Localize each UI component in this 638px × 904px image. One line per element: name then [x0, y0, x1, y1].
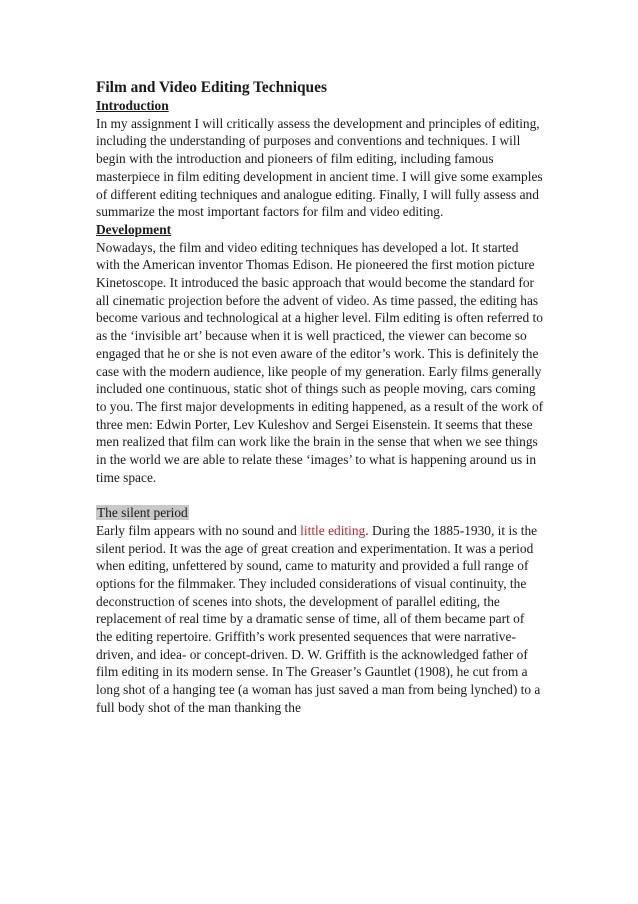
paragraph-silent-period	[96, 522, 544, 717]
document-body	[96, 78, 544, 717]
silent-text-after: . During the 1885-1930, it is the silent period. It was the age of great creation and experimentation. It was a period when editing, unfettered by sound, came to maturity and provided a full range of options for the filmmaker. They included considerations of visual continuity, the deconstruction of scenes into shots, the development of parallel editing, the replacement of real time by a dramatic sense of time, all of them became part of the editing repertoire. Griffith’s work presented sequences that were narrative-driven, and idea- or concept-driven. D. W. Griffith is the acknowledged father of film editing in its modern sense. In The Greaser’s Gauntlet (1908), he cut from a long shot of a hanging tee (a woman has just saved a man from being lynched) to a full body shot of the man thanking the	[96, 522, 541, 715]
paragraph-introduction: In my assignment I will critically assess the development and principles of editing, including the understanding of purposes and conventions and techniques. I will begin with the introduction and pioneers of film editing, including famous masterpiece in film editing development in ancient time. I will give some examples of different editing techniques and analogue editing. Finally, I will fully assess and summarize the most important factors for film and video editing.	[96, 115, 543, 220]
section-heading-introduction: Introduction	[96, 98, 169, 113]
section-heading-development: Development	[96, 221, 172, 237]
section-heading-silent-period	[96, 504, 544, 522]
document-title: Film and Video Editing Techniques	[96, 79, 327, 96]
highlighted-heading-text: The silent period	[97, 505, 188, 521]
paragraph-development: Nowadays, the film and video editing techniques has developed a lot. It started with the American inventor Thomas Edison. He pioneered the first motion picture Kinetoscope. It introduced the basic approach that would become the standard for all cinematic projection before the advent of video. As time passed, the editing has become various and technological at a higher level. Film editing is often referred to as the ‘invisible art’ because when it is well practiced, the viewer can become so engaged that he or she is not even aware of the editor’s work. This is definitely the case with the modern audience, like people of my generation. Early films generally included one continuous, static shot of things such as people moving, cars coming to you. The first major developments in editing happened, as a result of the work of three men: Edwin Porter, Lev Kuleshov and Sergei Eisenstein. It seems that these men realized that film can work like the brain in the sense that when we see things in the world we are able to relate these ‘images’ to what is happening around us in time space.	[96, 239, 544, 485]
red-highlight-text: little editing	[300, 522, 366, 538]
paragraph-spacer	[96, 486, 544, 504]
silent-text-before: Early film appears with no sound and	[96, 522, 301, 538]
